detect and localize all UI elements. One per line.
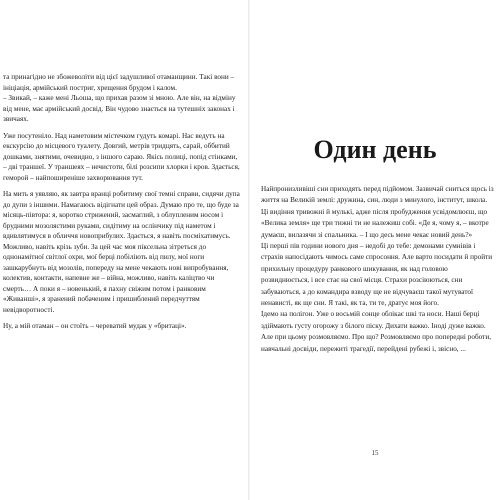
right-paragraph-1: Найпронизливіші сни приходять перед підйомом. Зазвичай сниться щось із життя на Великій землі: дружина, син, люди з минулого, інститут, школа. Ці видіння тривожні й мулькі, адже після пробудження усвідомлюєш, що «Велика земля» ще три тижні ти не належиш собі. «Де я, чому я, – вкотре думаєш, вилазячи зі спальника. – І що десь мене чекає новий день?» bbox=[261, 185, 494, 239]
left-paragraph-1: та принагідно не збожеволіти від цієї задушливої отаманщини. Такі вони – ініціація, армійський постриг, хрещення брудом і калом. bbox=[3, 73, 235, 92]
right-page bbox=[250, 0, 500, 500]
left-paragraph-2: – Звикай, – каже мені Льоша, що прихав разом зі мною. Але він, на відміну від мене, має армійський досвід. Він чудово знається на тутешніх законах і звичаях. bbox=[3, 94, 236, 123]
right-page-text bbox=[261, 184, 494, 355]
left-paragraph-5: Ну, а мій отаман – он стоїть – череватий мудак у «бритаці». bbox=[3, 322, 187, 330]
right-paragraph-2: Ці перші пів години нового дня – недобі до тебе: демонами сумнівів і страхів напосідають чимось саме спросоння. Але варто посидати й пройти прихильну процедуру ранкового шикування, як над головою розвиднюється, і все стає на свої місця. Страхи розсіюються, сни забуваються, а до командира взводу ще не відчуваєш такої мутуватої ненависті, як ще сни. Я такі, як та, ти те, дратує моя його. bbox=[261, 242, 493, 308]
page-number: 15 bbox=[371, 449, 379, 457]
right-paragraph-3: Ідемо на полігон. Уже о восьмій сонце облікає шкі та носи. Наші берці здіймають густу огорожу з білого піску. Дихати важко. Іноді дуже важко. Але при цьому розмовляємо. Про що? Розмовляємо про попередні роботи, навчальні досвіди, пережиті трагедії, перейдені рубежі і, звісно, ... bbox=[261, 310, 492, 353]
left-page bbox=[0, 0, 248, 500]
left-page-text bbox=[3, 72, 240, 332]
left-paragraph-4: На мить я уявляю, як завтра вранці робитиму свої темні справи, сидячи дупа до дупи з іншими. Намагаюсь відігнати цей образ. Думаю про те, що буде за місяць-півтора: я, коротко стрижений, засмаглий, з облупленим носом і брудними мозолястими руками, сидітиму на ослінчику під наметом і вдивлятимуся в обличчя новоприбулих. Здається, я навіть посміхатимусь. Можливо, навіть крізь зуби. За цей час моя піксельна зітреться до однонамітної світлої охри, мої берці побіліють від пилу, мої ноги зашкарубнуть від мозолів, попереду на мене чекають нові випробування, колектив, контакти, напевне же – війна, можливо, навіть каліцтво чи смерть… А поки я – новенький, я пахну свіжим потом і ранковим «Живанші», я зранений побаченим і пришиблений передчуттям невідворотності. bbox=[3, 190, 240, 314]
chapter-title: Один день bbox=[313, 135, 437, 165]
left-paragraph-3: Уже посутеніло. Над наметовим містечком гудуть комарі. Нас ведуть на екскурсію до місцевого туалету. Довгий, метрів тридцять, сарай, оббитий дошками, знятими, очевидно, з іншого сараю. Якісь полиці, попід стінками, – дві траншеї. У траншеях – нечистоти, білі розсипи хлорки і кров. Здається, геморой – найпоширеніше захворювання тут. bbox=[3, 131, 240, 182]
